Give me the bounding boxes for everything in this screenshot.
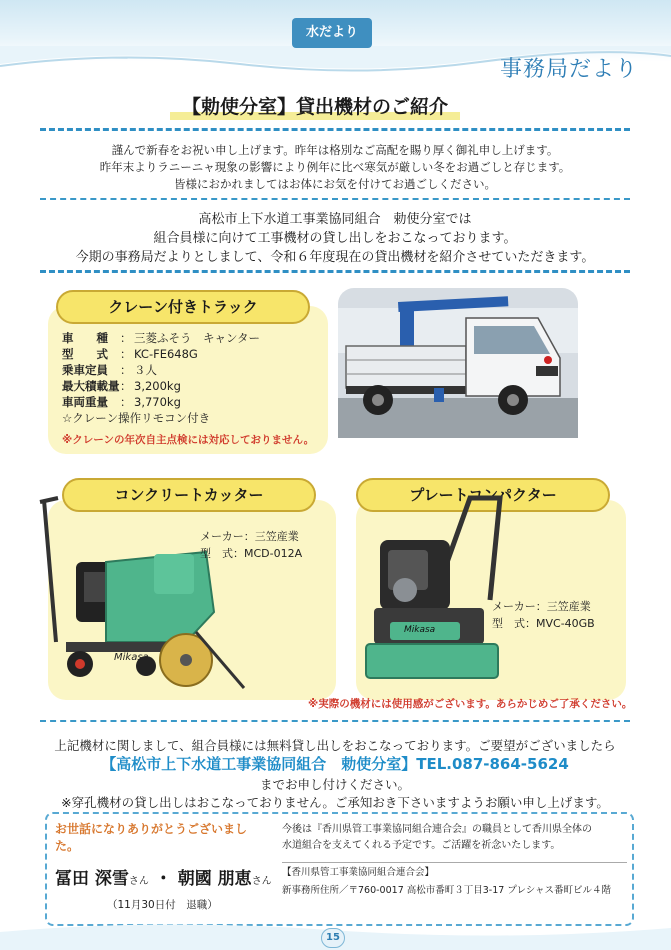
compactor-model-label: 型 式 — [492, 617, 525, 630]
divider-2 — [40, 198, 630, 200]
spec-label: 車両重量 — [62, 395, 108, 409]
spec-row: 車 種 ： 三菱ふそう キャンター — [62, 331, 261, 345]
closing-line-3: ※穿孔機材の貸し出しはおこなっておりません。ご承知おき下さいますようお願い申し上げます。 — [61, 795, 609, 810]
spec-label: 型 式 — [62, 347, 108, 361]
compactor-model: 型 式：MVC-40GB — [492, 617, 595, 630]
page-title: 【勅使分室】貸出機材のご紹介 — [181, 96, 448, 118]
compactor-maker-value: 三笠産業 — [546, 600, 591, 613]
greeting-line: 皆様におかれましてはお体にお気を付けてお過ごしください。 — [174, 177, 496, 191]
intro-text — [40, 210, 630, 267]
greeting-line: 謹んで新春をお祝い申し上げます。昨年は格別なご高配を賜り厚く御礼申し上げます。 — [111, 143, 559, 157]
newsletter-logo: 水だより — [292, 18, 372, 48]
spec-row: 乗車定員 ： ３人 — [62, 363, 157, 377]
divider-1 — [40, 128, 630, 131]
crane-truck-tag: クレーン付きトラック — [56, 290, 310, 324]
spec-row: 型 式 ： KC-FE648G — [62, 347, 198, 361]
concrete-cutter-image — [36, 492, 246, 692]
farewell-left — [55, 820, 270, 918]
crane-truck-specs — [62, 330, 260, 426]
plate-compactor-image — [360, 490, 510, 690]
farewell-name-1: 冨田 深雪 — [55, 869, 129, 889]
spec-label: 最大積載量 — [62, 379, 120, 393]
cutter-tag: コンクリートカッター — [62, 478, 316, 512]
spec-row: 最大積載量 ： 3,200kg — [62, 379, 181, 393]
closing-line-1: 上記機材に関しまして、組合員様には無料貸し出しをおこなっております。ご要望がございましたら — [54, 738, 616, 753]
cutter-maker-value: 三笠産業 — [254, 530, 299, 543]
farewell-name-2: 朝國 朋恵 — [177, 869, 252, 889]
spec-extra: ☆クレーン操作リモコン付き — [62, 411, 211, 425]
compactor-tag: プレートコンパクター — [356, 478, 610, 512]
farewell-date: （11月30日付 退職） — [107, 899, 218, 911]
farewell-org: 【香川県管工事業協同組合連合会】 — [282, 862, 627, 881]
crane-warning: ※クレーンの年次自主点検には対応しておりません。 — [62, 434, 315, 446]
compactor-maker-label: メーカー — [492, 600, 536, 613]
compactor-maker: メーカー：三笠産業 — [492, 600, 591, 613]
farewell-right — [282, 822, 627, 899]
spec-label: 車 種 — [62, 331, 108, 345]
spec-value: ３人 — [134, 363, 157, 377]
crane-truck-photo — [338, 288, 578, 438]
spec-value: KC-FE648G — [134, 347, 198, 361]
spec-row: 車両重量 ： 3,770kg — [62, 395, 181, 409]
farewell-address: 新事務所住所／〒760-0017 高松市番町３丁目3-17 プレシャス番町ビル４階 — [282, 885, 612, 896]
intro-line: 高松市上下水道工事業協同組合 勅使分室では — [198, 212, 472, 227]
divider-4 — [40, 720, 630, 722]
intro-line: 今期の事務局だよりとしまして、令和６年度現在の貸出機材を紹介させていただきます。 — [75, 250, 595, 265]
cutter-model-value: MCD-012A — [244, 547, 303, 560]
cutter-model: 型 式：MCD-012A — [200, 547, 303, 560]
spec-value: 3,770kg — [134, 395, 181, 409]
spec-value: 3,200kg — [134, 379, 181, 393]
spec-value: 三菱ふそう キャンター — [134, 331, 261, 345]
farewell-names — [55, 864, 270, 889]
cutter-maker: メーカー：三笠産業 — [200, 530, 299, 543]
section-label: 事務局だより — [500, 57, 639, 82]
closing-line-2: までお申し付けください。 — [259, 777, 410, 792]
farewell-thanks: お世話になりありがとうございました。 — [55, 822, 248, 853]
contact-info: 【高松市上下水道工事業協同組合 勅使分室】TEL.087-864-5624 — [101, 755, 569, 773]
farewell-message-line: 水道組合を支えてくれる予定です。ご活躍を祈念いたします。 — [282, 840, 561, 851]
divider-3 — [40, 270, 630, 273]
cutter-model-label: 型 式 — [200, 547, 233, 560]
greeting-text — [40, 142, 630, 193]
compactor-model-value: MVC-40GB — [536, 617, 595, 630]
page-number: 15 — [321, 928, 345, 948]
cutter-maker-label: メーカー — [200, 530, 244, 543]
intro-line: 組合員様に向けて工事機材の貸し出しをおこなっております。 — [153, 231, 517, 246]
compactor-brand: Mikasa — [404, 625, 436, 635]
farewell-message-line: 今後は『香川県管工事業協同組合連合会』の職員として香川県全体の — [282, 824, 592, 835]
honorific: さん — [128, 876, 149, 887]
honorific: さん — [251, 876, 272, 887]
cutter-brand: Mikasa — [114, 652, 149, 663]
spec-label: 乗車定員 — [62, 363, 108, 377]
usage-note: ※実際の機材には使用感がございます。あらかじめご了承ください。 — [308, 698, 633, 710]
greeting-line: 昨年末よりラニーニャ現象の影響により例年に比べ寒気が厳しい冬をお過ごしと存じます。 — [99, 160, 571, 174]
name-separator: ・ — [154, 869, 172, 889]
